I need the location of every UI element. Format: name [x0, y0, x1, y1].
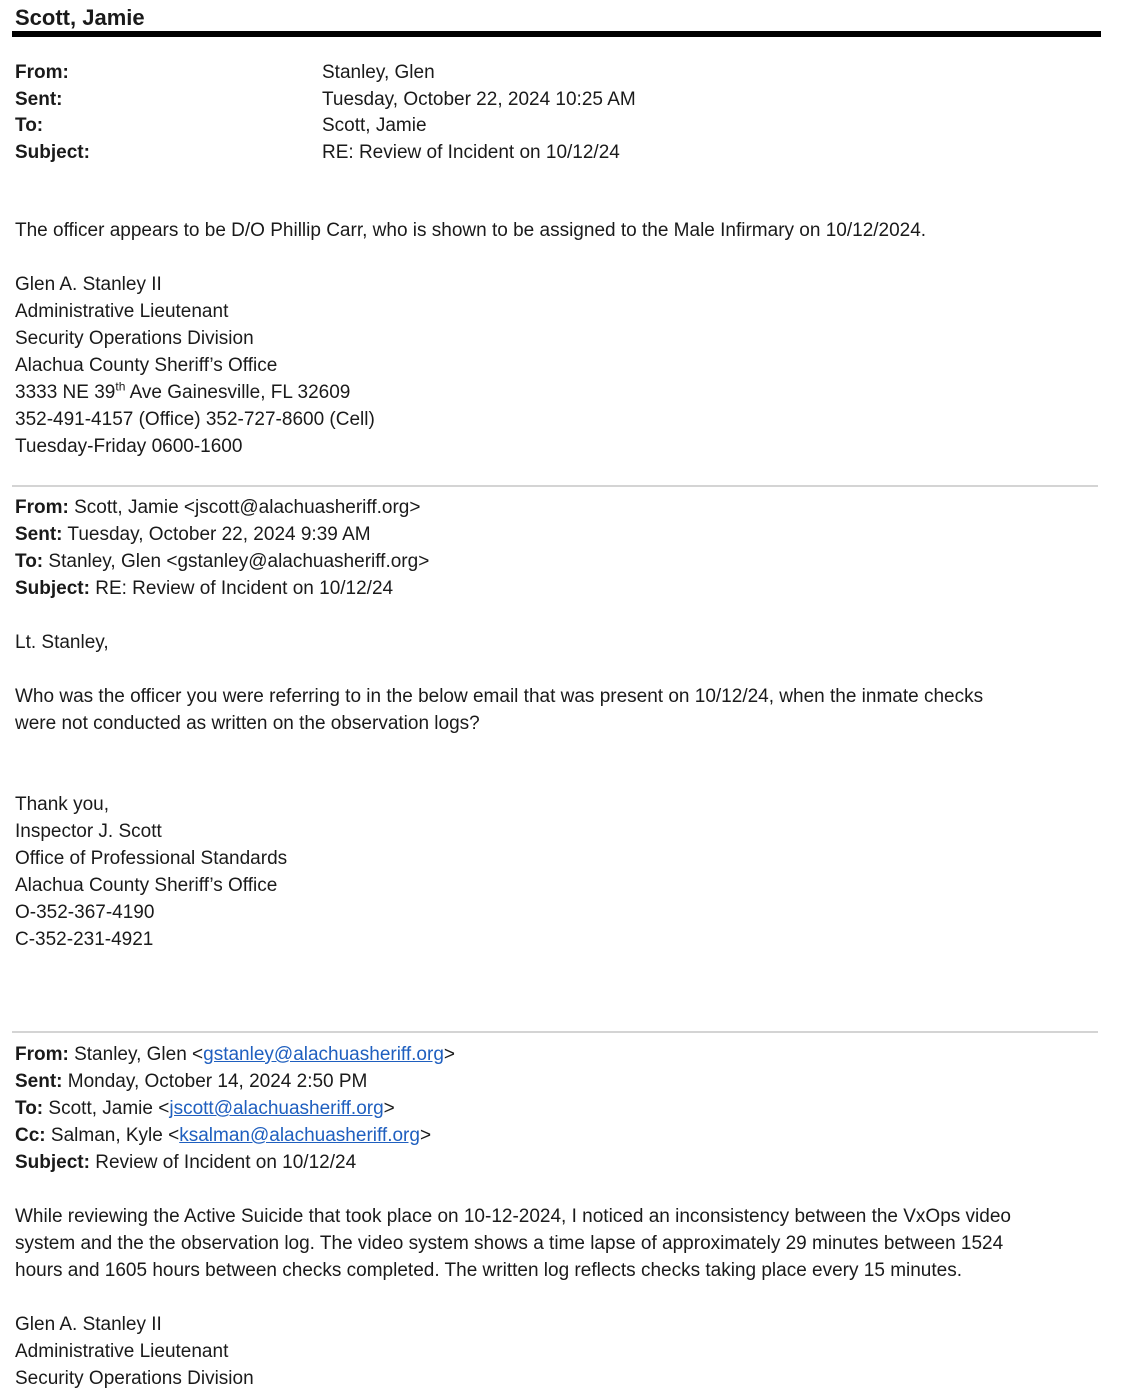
- from-label: From:: [15, 497, 69, 518]
- message-3-from: [15, 1041, 455, 1068]
- signature-hours: Tuesday-Friday 0600-1600: [15, 436, 243, 457]
- signature-phones: 352-491-4157 (Office) 352-727-8600 (Cell): [15, 409, 375, 430]
- message-3-subject: [15, 1149, 455, 1176]
- close-bracket: >: [443, 1044, 455, 1065]
- to-name: Scott, Jamie <: [43, 1098, 170, 1119]
- from-email-link[interactable]: gstanley@alachuasheriff.org: [203, 1044, 444, 1065]
- signature-division: Security Operations Division: [15, 1368, 254, 1389]
- signature-office: Alachua County Sheriff’s Office: [15, 355, 278, 376]
- cc-label: Cc:: [15, 1125, 46, 1146]
- greeting: Lt. Stanley,: [15, 632, 109, 653]
- address-part-1: 3333 NE 39: [15, 382, 116, 403]
- signature-closing: Thank you,: [15, 794, 109, 815]
- cc-email-link[interactable]: ksalman@alachuasheriff.org: [179, 1125, 420, 1146]
- header-sent-row: [15, 86, 636, 113]
- body-line: While reviewing the Active Suicide that took place on 10-12-2024, I noticed an inconsistency between the VxOps video: [15, 1206, 1011, 1227]
- to-label: To:: [15, 1098, 44, 1119]
- body-line: were not conducted as written on the observation logs?: [15, 713, 480, 734]
- from-value: Scott, Jamie <jscott@alachuasheriff.org>: [68, 497, 421, 518]
- sent-value: Tuesday, October 22, 2024 10:25 AM: [322, 88, 636, 110]
- header-subject-row: [15, 139, 636, 166]
- message-3-sent: [15, 1068, 455, 1095]
- to-email-link[interactable]: jscott@alachuasheriff.org: [169, 1098, 384, 1119]
- message-separator: [12, 1031, 1098, 1033]
- address-superscript: th: [115, 379, 126, 394]
- sent-label: Sent:: [15, 88, 63, 110]
- signature-division: Security Operations Division: [15, 328, 254, 349]
- from-value: Stanley, Glen: [322, 62, 435, 83]
- message-1: [15, 217, 926, 244]
- subject-label: Subject:: [15, 1152, 90, 1173]
- close-bracket: >: [419, 1125, 432, 1146]
- from-name: Stanley, Glen <: [68, 1044, 204, 1065]
- message-3-signature: [15, 1311, 254, 1392]
- signature-unit: Office of Professional Standards: [15, 848, 288, 869]
- message-3-body: [15, 1203, 1011, 1284]
- subject-label: Subject:: [15, 141, 90, 163]
- cc-name: Salman, Kyle <: [45, 1125, 180, 1146]
- signature-name: Glen A. Stanley II: [15, 1314, 162, 1335]
- signature-title: Administrative Lieutenant: [15, 1341, 229, 1362]
- message-2-from: [15, 494, 429, 521]
- sent-label: Sent:: [15, 524, 63, 545]
- message-2-sent: [15, 521, 429, 548]
- to-label: To:: [15, 115, 44, 136]
- signature-name: Glen A. Stanley II: [15, 274, 162, 295]
- sent-label: Sent:: [15, 1071, 63, 1092]
- body-line: Who was the officer you were referring to in the below email that was present on 10/12/24, when the inmate checks: [15, 686, 984, 707]
- to-label: To:: [15, 551, 44, 572]
- close-bracket: >: [383, 1098, 395, 1119]
- message-2-to: [15, 548, 429, 575]
- signature-office-phone: O-352-367-4190: [15, 902, 155, 923]
- from-label: From:: [15, 62, 69, 83]
- subject-label: Subject:: [15, 578, 90, 599]
- header-divider: [12, 31, 1101, 37]
- email-printout: [15, 0, 1105, 1389]
- message-3-cc: [15, 1122, 455, 1149]
- sent-value: Monday, October 14, 2024 2:50 PM: [62, 1071, 368, 1092]
- message-separator: [12, 485, 1098, 487]
- body-line: hours and 1605 hours between checks completed. The written log reflects checks taking place every 15 minutes.: [15, 1260, 963, 1281]
- from-label: From:: [15, 1044, 69, 1065]
- signature-cell-phone: C-352-231-4921: [15, 929, 154, 950]
- to-value: Scott, Jamie: [322, 115, 427, 136]
- signature-name: Inspector J. Scott: [15, 821, 162, 842]
- subject-value: RE: Review of Incident on 10/12/24: [89, 578, 394, 599]
- signature-office: Alachua County Sheriff’s Office: [15, 875, 278, 896]
- header-to-row: [15, 112, 636, 139]
- message-2-header: [15, 494, 429, 602]
- message-2-subject: [15, 575, 429, 602]
- signature-address: [15, 379, 375, 406]
- message-2-greeting: [15, 629, 109, 656]
- to-value: Stanley, Glen <gstanley@alachuasheriff.org>: [43, 551, 430, 572]
- message-1-body: The officer appears to be D/O Phillip Carr, who is shown to be assigned to the Male Infirmary on 10/12/2024.: [15, 220, 927, 241]
- sent-value: Tuesday, October 22, 2024 9:39 AM: [62, 524, 371, 545]
- message-1-signature: [15, 271, 375, 460]
- mailbox-owner-title: Scott, Jamie: [15, 5, 145, 30]
- message-2-signature: [15, 791, 287, 953]
- subject-value: Review of Incident on 10/12/24: [89, 1152, 357, 1173]
- address-part-2: Ave Gainesville, FL 32609: [125, 382, 351, 403]
- top-email-header: [15, 59, 636, 165]
- signature-title: Administrative Lieutenant: [15, 301, 229, 322]
- header-from-row: [15, 59, 636, 86]
- body-line: system and the the observation log. The video system shows a time lapse of approximately 29 minutes between 1524: [15, 1233, 1004, 1254]
- message-2-body: [15, 683, 983, 737]
- message-3-header: [15, 1041, 455, 1176]
- message-3-to: [15, 1095, 455, 1122]
- subject-value: RE: Review of Incident on 10/12/24: [322, 141, 620, 163]
